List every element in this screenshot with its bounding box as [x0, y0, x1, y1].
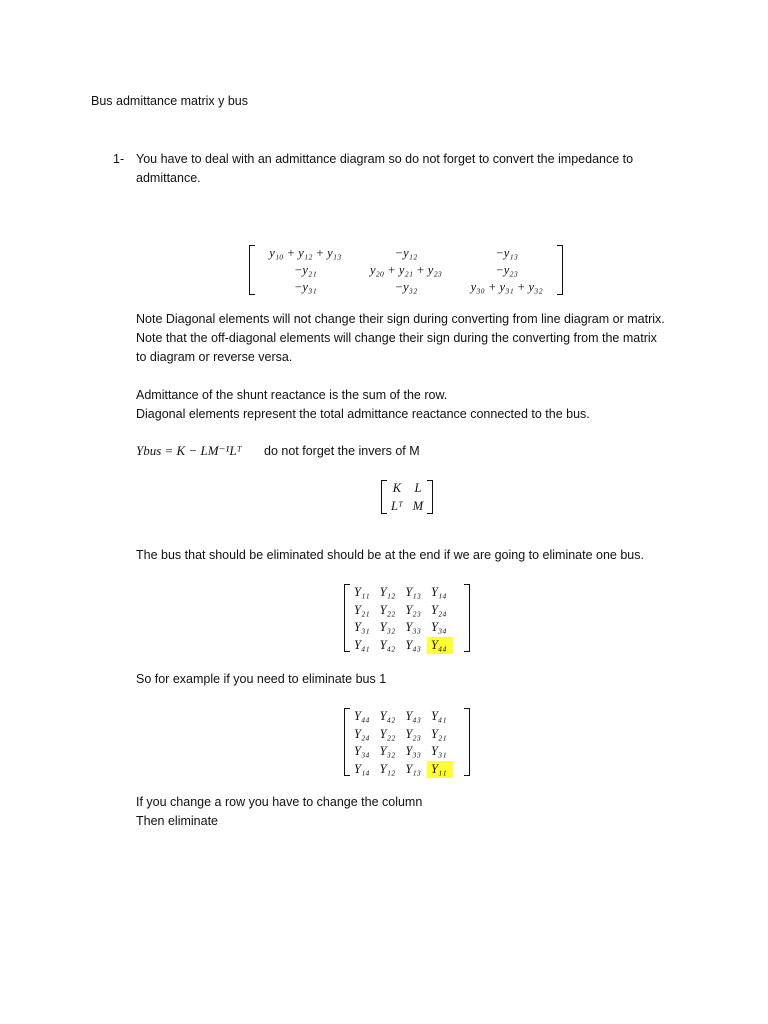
admittance-line-2: Diagonal elements represent the total admittance reactance connected to the bus.	[136, 407, 590, 421]
bus-matrix-original	[344, 584, 470, 652]
matrix-cell: Y₁₂	[379, 585, 396, 599]
matrix-cell: Y₃₄	[430, 620, 447, 634]
matrix-cell: Y₃₃	[405, 620, 421, 634]
note-line-2: Note that the off-diagonal elements will change their sign during the converting from the matrix	[136, 331, 657, 345]
matrix-cell: Y₃₂	[379, 620, 396, 634]
matrix-cell: Y₂₁	[354, 602, 370, 617]
matrix-cell: Y₃₃	[405, 744, 421, 758]
matrix-cell: Y₁₁	[354, 585, 370, 599]
matrix-cell: −y₃₁	[293, 280, 317, 294]
matrix-cell: −y₁₃	[495, 246, 518, 260]
matrix-cell: Y₄₄	[354, 709, 370, 723]
matrix-cell: y₃₀ + y₃₁ + y₃₂	[470, 280, 543, 294]
list-item-line-2: admittance.	[136, 171, 201, 185]
matrix-cell: Y₃₄	[354, 744, 370, 758]
matrix-cell: Y₁₃	[405, 761, 421, 776]
matrix-cell: Y₂₄	[430, 602, 447, 617]
matrix-cell: Y₂₄	[354, 726, 370, 741]
note-line-3: to diagram or reverse versa.	[136, 350, 293, 364]
list-marker: 1-	[113, 152, 125, 166]
matrix-cell: Y₁₂	[379, 761, 396, 776]
eliminate-text: The bus that should be eliminated should be at the end if we are going to eliminate one bus.	[136, 548, 644, 562]
matrix-cell: −y₂₁	[293, 263, 317, 277]
matrix-cell: Y₄₃	[405, 637, 421, 652]
matrix-cell: Y₂₁	[430, 726, 447, 741]
ybus-formula: Ybus = K − LM⁻¹Lᵀ	[136, 443, 242, 458]
matrix-cell: Y₄₂	[379, 637, 396, 652]
closing-line-1: If you change a row you have to change the column	[136, 795, 423, 809]
matrix-cell: Y₃₁	[354, 620, 370, 634]
matrix-cell: Y₄₁	[354, 637, 370, 652]
matrix-cell: y₂₀ + y₂₁ + y₂₃	[369, 263, 443, 277]
matrix-cell: −y₂₃	[495, 263, 518, 277]
highlighted-matrix-cell: Y₁₁	[427, 761, 453, 779]
matrix-cell: −y₃₂	[394, 280, 418, 294]
matrix-cell: Y₄₁	[430, 709, 447, 723]
note-line-1: Note Diagonal elements will not change their sign during converting from line diagram or matrix.	[136, 312, 665, 326]
matrix-cell: M	[412, 498, 424, 513]
admittance-matrix-3x3	[249, 245, 563, 295]
admittance-line-1: Admittance of the shunt reactance is the sum of the row.	[136, 388, 448, 402]
closing-line-2: Then eliminate	[136, 814, 218, 828]
matrix-cell: Y₂₃	[405, 602, 421, 617]
matrix-cell: Y₁₃	[405, 585, 421, 599]
partition-matrix	[381, 480, 433, 514]
page-title: Bus admittance matrix y bus	[91, 94, 249, 108]
matrix-cell: L	[414, 481, 422, 495]
matrix-cell: Y₃₁	[430, 744, 447, 758]
matrix-cell: Y₄₃	[405, 709, 421, 723]
list-item-line-1: You have to deal with an admittance diagram so do not forget to convert the impedance to	[136, 152, 634, 166]
example-text: So for example if you need to eliminate bus 1	[136, 672, 387, 686]
matrix-cell: Y₂₂	[379, 602, 396, 617]
matrix-cell: Y₁₄	[354, 761, 370, 776]
matrix-cell: y₁₀ + y₁₂ + y₁₃	[269, 246, 342, 260]
bus-matrix-reordered	[344, 708, 470, 776]
matrix-cell: Y₃₂	[379, 744, 396, 758]
matrix-cell: K	[392, 481, 402, 495]
matrix-cell: Y₄₂	[379, 709, 396, 723]
formula-note: do not forget the invers of M	[264, 444, 420, 458]
matrix-cell: Lᵀ	[391, 498, 403, 513]
matrix-cell: Y₁₄	[430, 585, 447, 599]
matrix-cell: Y₂₃	[405, 726, 421, 741]
matrix-cell: Y₂₂	[379, 726, 396, 741]
highlighted-matrix-cell: Y₄₄	[427, 637, 453, 655]
matrix-cell: −y₁₂	[394, 246, 418, 260]
